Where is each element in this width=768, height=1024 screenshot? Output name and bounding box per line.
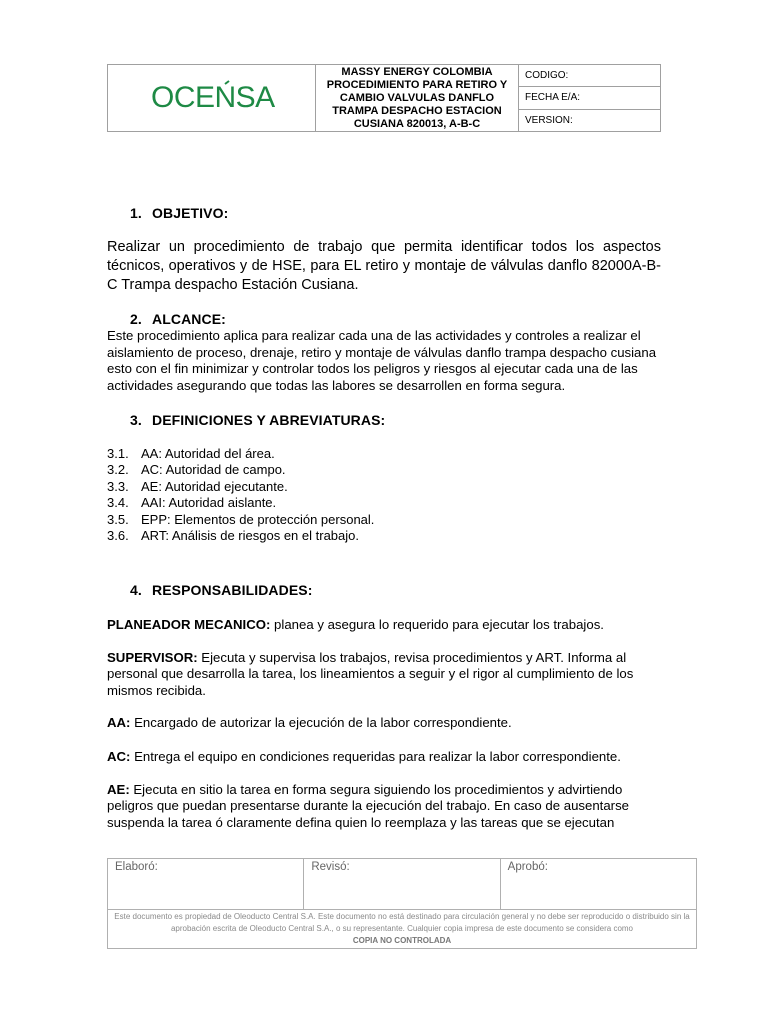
document-title: MASSY ENERGY COLOMBIA PROCEDIMIENTO PARA RETIRO Y CAMBIO VALVULAS DANFLO TRAMPA DESPACHO ESTACION CUSIANA 820013, A-B-C (316, 65, 519, 132)
logo-cell (108, 65, 316, 132)
section-heading-definiciones (130, 412, 385, 428)
responsibility-planeador: PLANEADOR MECANICO: planea y asegura lo requerido para ejecutar los trabajos. (107, 617, 604, 632)
section-number: 1. (130, 205, 142, 221)
section-title: RESPONSABILIDADES: (152, 582, 313, 598)
section-title: ALCANCE: (152, 311, 226, 327)
definition-item: 3.6. ART: Análisis de riesgos en el trabajo. (107, 528, 359, 544)
svg-text:OCENSA: OCENSA (150, 81, 275, 114)
section-number: 2. (130, 311, 142, 327)
reviso-cell: Revisó: (304, 859, 500, 910)
responsibility-ac: AC: Entrega el equipo en condiciones requeridas para realizar la labor correspondiente. (107, 749, 621, 764)
version-label: VERSION: (519, 109, 661, 131)
responsibility-supervisor: SUPERVISOR: Ejecuta y supervisa los trabajos, revisa procedimientos y ART. Informa al personal que desarrolla la tarea, los lineamientos a seguir y el rigor al cumplimiento de los mismos recibida. (107, 650, 634, 698)
definition-item: 3.5. EPP: Elementos de protección personal. (107, 511, 375, 527)
alcance-body: Este procedimiento aplica para realizar cada una de las actividades y controles a realizar el aislamiento de proceso, drenaje, retiro y montaje de válvulas danflo trampa despacho cusiana esto con el fin minimizar y controlar todos los peligros y riesgos al ejecutar cada una de las actividades asegurando que todas las labores se desarrollen en forma segura. (107, 328, 657, 393)
document-header (107, 64, 661, 132)
aprobo-cell: Aprobó: (500, 859, 696, 910)
section-number: 4. (130, 582, 142, 598)
section-heading-objetivo (130, 205, 228, 221)
responsibility-aa: AA: Encargado de autorizar la ejecución de la labor correspondiente. (107, 715, 512, 730)
definition-item: 3.3. AE: Autoridad ejecutante. (107, 478, 288, 494)
ocensa-logo (149, 78, 275, 118)
section-number: 3. (130, 412, 142, 428)
copia-no-controlada: COPIA NO CONTROLADA (352, 936, 452, 945)
definition-item: 3.4. AAI: Autoridad aislante. (107, 495, 277, 511)
section-heading-alcance (130, 311, 226, 327)
disclaimer-text: Este documento es propiedad de Oleoducto Central S.A. Este documento no está destinado para circulación general y no debe ser reproducido o distribuido sin la aprobación escrita de Oleoducto Central S.A., o su representante. Cualquier copia impresa de este documento se considera como (114, 912, 690, 933)
fecha-label: FECHA E/A: (519, 87, 661, 109)
responsibility-ae: AE: Ejecuta en sitio la tarea en forma segura siguiendo los procedimientos y advirtiendo peligros que puedan presentarse durante la ejecución del trabajo. En caso de ausentarse suspenda la tarea ó claramente defina quien lo reemplaza y las tareas que se ejecutan (107, 782, 629, 830)
definition-item: 3.1. AA: Autoridad del área. (107, 446, 275, 461)
codigo-label: CODIGO: (519, 65, 661, 87)
objetivo-body: Realizar un procedimiento de trabajo que permita identificar todos los aspectos técnicos, operativos y de HSE, para EL retiro y montaje de válvulas danflo 82000A-B-C Trampa despacho Estación Cusiana. (107, 239, 661, 293)
section-title: DEFINICIONES Y ABREVIATURAS: (152, 412, 386, 428)
document-footer (107, 858, 697, 949)
elaboro-cell: Elaboró: (108, 859, 304, 910)
section-heading-responsabilidades (130, 582, 312, 598)
section-title: OBJETIVO: (152, 205, 229, 221)
definitions-list (107, 446, 374, 544)
disclaimer (108, 910, 697, 949)
definition-item: 3.2. AC: Autoridad de campo. (107, 462, 286, 478)
